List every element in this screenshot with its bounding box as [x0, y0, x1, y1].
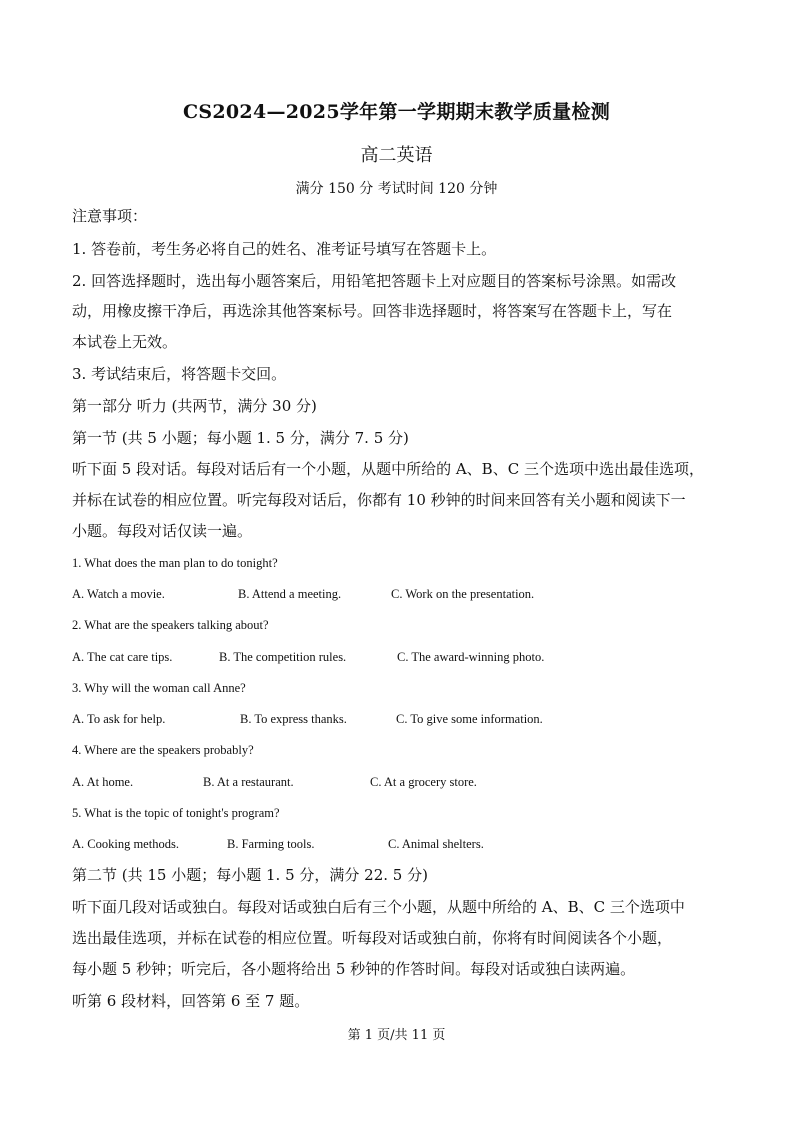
note-item-3: 3. 考试结束后，将答题卡交回。 [72, 365, 287, 383]
option-a: A. Watch a movie. [72, 587, 165, 601]
question-stem: 1. What does the man plan to do tonight? [72, 556, 278, 570]
question-stem: 5. What is the topic of tonight's program? [72, 806, 280, 820]
question-stem: 2. What are the speakers talking about? [72, 618, 269, 632]
section-1-instructions-line-1: 听下面 5 段对话。每段对话后有一个小题，从题中所给的 A、B、C 三个选项中选出最佳选项， [72, 460, 704, 478]
option-a: A. Cooking methods. [72, 837, 179, 851]
note-item-1: 1. 答卷前，考生务必将自己的姓名、准考证号填写在答题卡上。 [72, 240, 497, 258]
option-c: C. At a grocery store. [370, 775, 477, 789]
option-b: B. Attend a meeting. [238, 587, 342, 601]
option-b: B. To express thanks. [240, 712, 347, 726]
section-2-instructions-line-4: 听第 6 段材料，回答第 6 至 7 题。 [72, 992, 310, 1010]
section-1-instructions-line-3: 小题。每段对话仅读一遍。 [72, 522, 253, 540]
section-2-instructions-line-2: 选出最佳选项，并标在试卷的相应位置。听每段对话或独白前，你将有时间阅读各个小题， [72, 929, 673, 947]
section-2-instructions-line-3: 每小题 5 秒钟；听完后，各小题将给出 5 秒钟的作答时间。每段对话或独白读两遍。 [72, 960, 636, 978]
option-a: A. The cat care tips. [72, 650, 173, 664]
option-a: A. At home. [72, 775, 134, 789]
notes-heading: 注意事项： [72, 207, 148, 225]
section-1-instructions-line-2: 并标在试卷的相应位置。听完每段对话后，你都有 10 秒钟的时间来回答有关小题和阅读下一 [72, 491, 686, 509]
exam-subject: 高二英语 [360, 145, 433, 166]
option-c: C. The award-winning photo. [397, 650, 545, 664]
section-2-heading: 第二节 (共 15 小题；每小题 1. 5 分，满分 22. 5 分) [72, 866, 428, 884]
option-b: B. Farming tools. [227, 837, 315, 851]
note-item-2-line-1: 2. 回答选择题时，选出每小题答案后，用铅笔把答题卡上对应题目的答案标号涂黑。如需改 [72, 272, 677, 290]
part-1-heading: 第一部分 听力 (共两节，满分 30 分) [72, 397, 317, 415]
exam-title: CS2024—2025学年第一学期期末教学质量检测 [182, 101, 611, 123]
option-b: B. At a restaurant. [203, 775, 294, 789]
note-item-2-line-2: 动，用橡皮擦干净后，再选涂其他答案标号。回答非选择题时，将答案写在答题卡上，写在 [72, 302, 673, 320]
score-time-info: 满分 150 分 考试时间 120 分钟 [295, 181, 498, 197]
option-c: C. Work on the presentation. [391, 587, 535, 601]
note-item-2-line-3: 本试卷上无效。 [72, 333, 178, 351]
option-b: B. The competition rules. [219, 650, 347, 664]
section-2-instructions-line-1: 听下面几段对话或独白。每段对话或独白后有三个小题，从题中所给的 A、B、C 三个选项中 [72, 898, 685, 916]
section-1-heading: 第一节 (共 5 小题；每小题 1. 5 分，满分 7. 5 分) [72, 429, 409, 447]
question-stem: 3. Why will the woman call Anne? [72, 681, 246, 695]
option-a: A. To ask for help. [72, 712, 166, 726]
question-stem: 4. Where are the speakers probably? [72, 743, 254, 757]
page-number: 第 1 页/共 11 页 [347, 1028, 446, 1043]
option-c: C. To give some information. [396, 712, 543, 726]
option-c: C. Animal shelters. [388, 837, 484, 851]
